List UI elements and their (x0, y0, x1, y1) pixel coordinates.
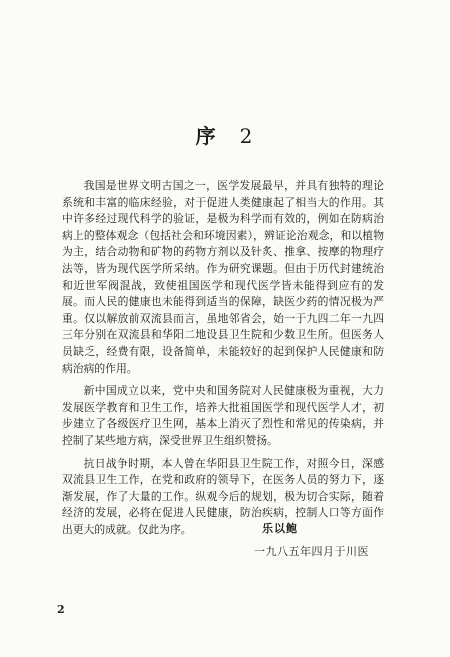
title-number: 2 (239, 124, 255, 148)
author-signature: 乐以鲍 (262, 522, 298, 535)
paragraph-1: 我国是世界文明古国之一，医学发展最早，并具有独特的理论系统和丰富的临床经验，对于促进人类健康起了相当大的作用。其中许多经过现代科学的验证，是极为科学而有效的，例如在防病治病上的整体观念（包括社会和环境因素），辨证论治观念，和以植物为主，结合动物和矿物的药物方剂以及针炙、推拿、按摩的物理疗法等，皆为现代医学所采纳。作为研究课题。但由于历代封建统治和近世军阀混战，致使祖国医学和现代医学皆未能得到应有的发展。而人民的健康也未能得到适当的保障，缺医少药的情况极为严重。仅以解放前双流县而言，虽地邻省会，始一于九四二年一九四三年分别在双流县和华阳二地设县卫生院和少数卫生所。但医务人员缺乏，经费有限，设备简单，未能较好的起到保护人民健康和防病治病的作用。 (62, 179, 384, 375)
title-text: 序 (195, 124, 218, 148)
signature-date: 一九八五年四月于川医 (254, 545, 369, 558)
preface-body (62, 178, 384, 538)
paragraph-3: 抗日战争时期，本人曾在华阳县卫生院工作，对照今日，深感双流县卫生工作，在党和政府的领导下，在医务人员的努力下，逐渐发展，作了大量的工作。纵观今后的规划，极为切合实际，随着经济的发展，必将在促进人民健康，防治疾病，控制人口等方面作出更大的成就。仅此为序。 (62, 456, 384, 536)
page-title (0, 120, 450, 149)
page-number: 2 (57, 603, 65, 616)
paragraph-2: 新中国成立以来，党中央和国务院对人民健康极为重视，大力发展医学教育和卫生工作，培养大批祖国医学和现代医学人才，初步建立了各级医疗卫生网，基本上消灭了烈性和常见的传染病，并控制了某些地方病，深受世界卫生组织赞扬。 (62, 384, 384, 447)
